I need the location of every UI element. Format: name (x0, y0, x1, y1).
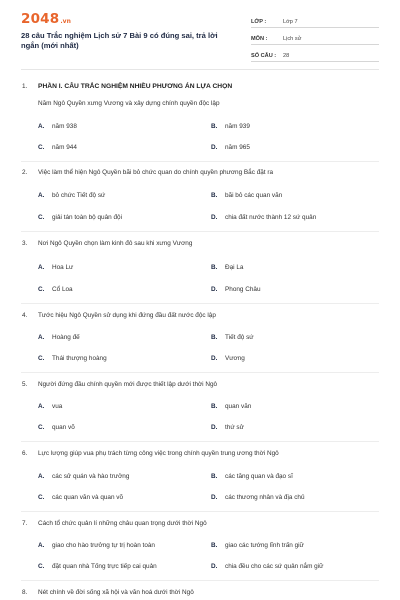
answer-option[interactable] (211, 494, 305, 501)
option-letter: A. (38, 264, 45, 271)
option-text: Phong Châu (225, 286, 261, 293)
option-text: giao các tướng lĩnh trấn giữ (225, 542, 304, 549)
answer-option[interactable] (38, 403, 62, 410)
answer-option[interactable] (211, 192, 282, 199)
answer-option[interactable] (38, 144, 77, 151)
document-header (0, 0, 400, 66)
answer-option[interactable] (211, 355, 245, 362)
answer-option[interactable] (38, 563, 157, 570)
meta-label: SỐ CÂU : (251, 53, 277, 59)
option-text: Hoàng đế (52, 334, 80, 341)
option-text: chia đều cho các sứ quân nắm giữ (225, 563, 324, 570)
answer-option[interactable] (211, 403, 251, 410)
option-letter: A. (38, 542, 45, 549)
question-text: Việc làm thể hiện Ngô Quyền bãi bỏ chức quan do chính quyền phương Bắc đặt ra (38, 169, 274, 176)
question-text: Người đứng đầu chính quyền mới được thiết lập dưới thời Ngô (38, 381, 218, 388)
option-letter: D. (211, 355, 218, 362)
question-number: 2. (22, 169, 28, 176)
option-letter: D. (211, 563, 218, 570)
meta-row-class (251, 14, 379, 28)
option-text: giao cho hào trưởng tự trị hoàn toàn (52, 542, 155, 549)
option-letter: C. (38, 214, 45, 221)
answer-option[interactable] (211, 286, 261, 293)
option-letter: D. (211, 214, 218, 221)
answer-option[interactable] (211, 144, 250, 151)
meta-label: LỚP : (251, 19, 267, 25)
option-letter: B. (211, 334, 218, 341)
answer-option[interactable] (211, 563, 323, 570)
answer-option[interactable] (211, 123, 250, 130)
option-letter: B. (211, 264, 218, 271)
option-text: chia đất nước thành 12 sứ quân (225, 214, 317, 221)
option-letter: A. (38, 403, 45, 410)
question-divider (21, 303, 379, 304)
answer-option[interactable] (211, 473, 293, 480)
answer-option[interactable] (38, 494, 123, 501)
question-divider (21, 231, 379, 232)
option-letter: B. (211, 123, 218, 130)
logo-text: 2048 (21, 11, 60, 27)
question-number: 8. (22, 589, 28, 596)
question-text: Lực lượng giúp vua phụ trách từng công việc trong chính quyền trung ương thời Ngô (38, 450, 279, 457)
question-text: Năm Ngô Quyền xưng Vương và xây dựng chính quyền độc lập (38, 100, 220, 107)
option-text: Thái thượng hoàng (52, 355, 107, 362)
option-text: Hoa Lư (52, 264, 74, 271)
option-text: năm 939 (225, 123, 250, 130)
option-letter: C. (38, 144, 45, 151)
site-logo[interactable] (21, 11, 71, 27)
answer-option[interactable] (38, 424, 75, 431)
option-letter: A. (38, 473, 45, 480)
option-text: giải tán toàn bộ quân đội (52, 214, 123, 221)
option-text: bãi bỏ các quan văn (225, 192, 283, 199)
option-text: Cổ Loa (52, 286, 73, 293)
option-text: năm 965 (225, 144, 250, 151)
answer-option[interactable] (38, 214, 122, 221)
question-number: 6. (22, 450, 28, 457)
question-divider (21, 372, 379, 373)
option-letter: B. (211, 473, 218, 480)
answer-option[interactable] (211, 214, 316, 221)
option-text: bỏ chức Tiết độ sứ (52, 192, 106, 199)
answer-option[interactable] (211, 334, 254, 341)
answer-option[interactable] (211, 542, 304, 549)
question-number: 4. (22, 312, 28, 319)
option-text: năm 944 (52, 144, 77, 151)
option-letter: C. (38, 494, 45, 501)
meta-value: 28 (283, 53, 290, 59)
answer-option[interactable] (211, 264, 243, 271)
option-text: các thương nhân và địa chủ (225, 494, 305, 501)
answer-option[interactable] (38, 192, 105, 199)
meta-row-count (251, 48, 379, 62)
option-text: năm 938 (52, 123, 77, 130)
option-letter: D. (211, 424, 218, 431)
question-divider (21, 161, 379, 162)
meta-row-subject (251, 31, 379, 45)
option-letter: C. (38, 563, 45, 570)
option-text: đặt quan nhà Tống trực tiếp cai quản (52, 563, 157, 570)
question-number: 5. (22, 381, 28, 388)
option-letter: A. (38, 123, 45, 130)
question-number: 7. (22, 520, 28, 527)
header-divider (21, 69, 379, 70)
question-text: Cách tổ chức quản lí những châu quan trọng dưới thời Ngô (38, 520, 207, 527)
option-text: các tăng quan và đạo sĩ (225, 473, 293, 480)
option-text: Vương (225, 355, 245, 362)
logo-domain: .vn (60, 18, 71, 25)
option-text: vua (52, 403, 63, 410)
option-text: các sử quán và hào trưởng (52, 473, 130, 480)
option-text: quan võ (52, 424, 75, 431)
option-text: Đại La (225, 264, 244, 271)
option-letter: A. (38, 334, 45, 341)
meta-value: Lớp 7 (283, 19, 298, 25)
option-letter: D. (211, 286, 218, 293)
option-text: quan văn (225, 403, 252, 410)
question-text: Tước hiệu Ngô Quyền sử dụng khi đứng đầu đất nước độc lập (38, 312, 216, 319)
option-letter: D. (211, 144, 218, 151)
answer-option[interactable] (211, 424, 244, 431)
option-letter: C. (38, 424, 45, 431)
question-text: Nét chính về đời sống xã hội và văn hoá dưới thời Ngô (38, 589, 194, 596)
option-letter: B. (211, 542, 218, 549)
option-text: các quan văn và quan võ (52, 494, 124, 501)
meta-table (251, 14, 379, 65)
option-letter: B. (211, 403, 218, 410)
document-title: 28 câu Trắc nghiệm Lịch sử 7 Bài 9 có đúng sai, trả lời ngắn (mới nhất) (21, 31, 218, 50)
question-number: 1. (22, 83, 28, 90)
option-letter: A. (38, 192, 45, 199)
option-letter: C. (38, 286, 45, 293)
question-divider (21, 511, 379, 512)
answer-option[interactable] (38, 473, 129, 480)
question-number: 3. (22, 240, 28, 247)
answer-option[interactable] (38, 355, 107, 362)
answer-option[interactable] (38, 542, 155, 549)
option-letter: D. (211, 494, 218, 501)
question-divider (21, 580, 379, 581)
question-divider (21, 441, 379, 442)
option-text: thứ sử (225, 424, 244, 431)
option-letter: B. (211, 192, 218, 199)
section-heading: PHẦN I. CÂU TRẮC NGHIỆM NHIỀU PHƯƠNG ÁN LỰA CHỌN (38, 83, 233, 90)
question-text: Nơi Ngô Quyền chọn làm kinh đô sau khi xưng Vương (38, 240, 193, 247)
answer-option[interactable] (38, 334, 80, 341)
meta-label: MÔN : (251, 36, 268, 42)
option-text: Tiết độ sứ (225, 334, 254, 341)
answer-option[interactable] (38, 123, 77, 130)
answer-option[interactable] (38, 286, 73, 293)
option-letter: C. (38, 355, 45, 362)
meta-value: Lịch sử (283, 36, 302, 42)
answer-option[interactable] (38, 264, 73, 271)
